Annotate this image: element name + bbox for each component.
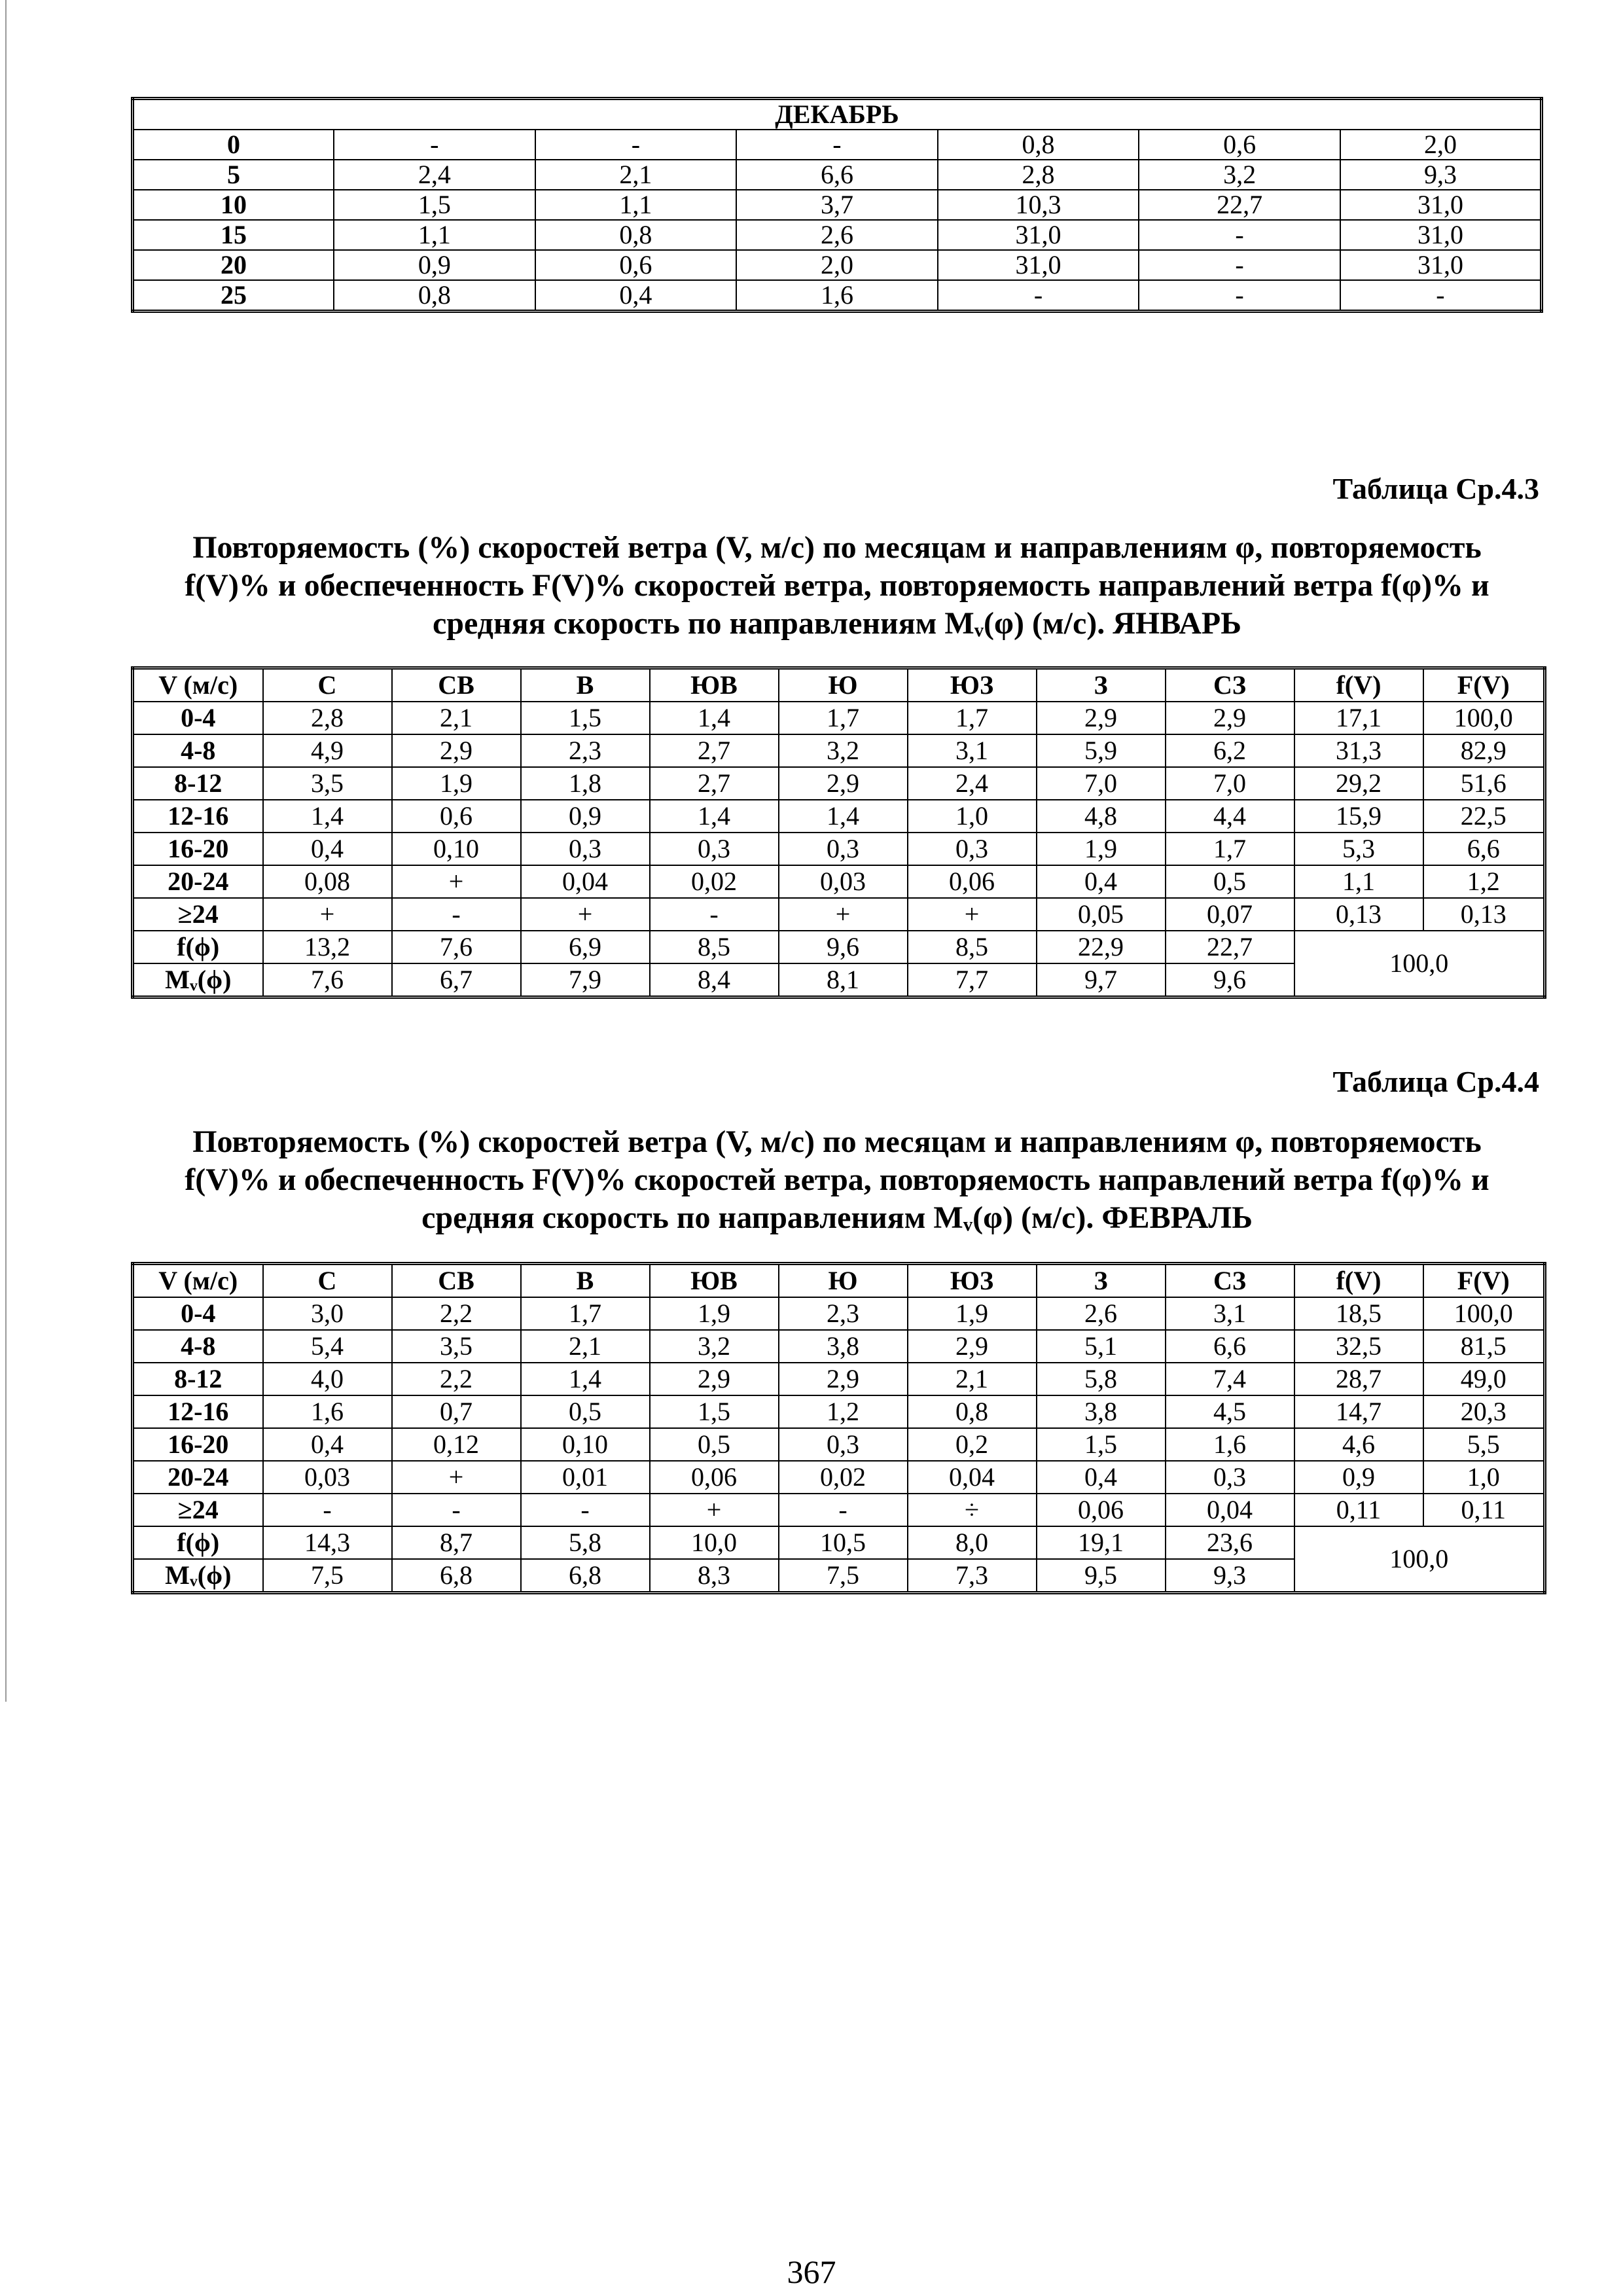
- table-row: [133, 1494, 1545, 1526]
- table-cell: 0,07: [1166, 898, 1294, 931]
- column-header: С: [263, 668, 392, 702]
- table-cell: 6,6: [1166, 1330, 1294, 1363]
- table-row: [133, 800, 1545, 833]
- table-cell: 14,7: [1294, 1395, 1423, 1428]
- table-cell: 9,3: [1340, 160, 1542, 190]
- table-cell: -: [334, 130, 535, 160]
- table-row: [133, 1297, 1545, 1330]
- table-cell: 2,4: [908, 767, 1037, 800]
- table-cell: -: [650, 898, 779, 931]
- table-row: [133, 220, 1542, 250]
- table-cell: 0,9: [334, 250, 535, 280]
- table-cell: 2,8: [938, 160, 1139, 190]
- column-header: З: [1037, 668, 1166, 702]
- column-header: СВ: [392, 668, 521, 702]
- row-label: Mᵥ(ϕ): [133, 1559, 263, 1593]
- table-cell: 5,8: [521, 1526, 650, 1559]
- table-cell: 3,8: [779, 1330, 908, 1363]
- table-cell: 2,6: [736, 220, 938, 250]
- table-cell: 8,5: [908, 931, 1037, 963]
- table-cell: 2,9: [392, 734, 521, 767]
- table-cell: 0,11: [1294, 1494, 1423, 1526]
- table-cell: 10,5: [779, 1526, 908, 1559]
- column-header: ЮЗ: [908, 668, 1037, 702]
- table-4-label: Таблица Ср.4.4: [1332, 1065, 1539, 1098]
- table-cell: 8,4: [650, 963, 779, 997]
- table-cell: 7,6: [392, 931, 521, 963]
- table-cell: -: [1139, 220, 1340, 250]
- table-cell: 0,04: [1166, 1494, 1294, 1526]
- table-cell: 9,6: [779, 931, 908, 963]
- table-cell: 0,2: [908, 1428, 1037, 1461]
- table-cell: 0,4: [1037, 1461, 1166, 1494]
- table-cell: 1,8: [521, 767, 650, 800]
- table-cell: 2,0: [1340, 130, 1542, 160]
- table-cell: 8,5: [650, 931, 779, 963]
- december-title-row: [133, 99, 1542, 130]
- table-cell: 3,2: [650, 1330, 779, 1363]
- row-label: 0: [133, 130, 334, 160]
- row-label: 12-16: [133, 1395, 263, 1428]
- table-cell: -: [535, 130, 737, 160]
- table-cell: 5,4: [263, 1330, 392, 1363]
- table-cell: 1,2: [1423, 865, 1545, 898]
- table-cell: 0,3: [521, 833, 650, 865]
- table-cell: 3,7: [736, 190, 938, 220]
- table-cell: 0,7: [392, 1395, 521, 1428]
- table-cell: 0,06: [908, 865, 1037, 898]
- table-cell: 2,6: [1037, 1297, 1166, 1330]
- page-number: 367: [787, 2253, 836, 2290]
- table-cell: 1,4: [650, 800, 779, 833]
- table-cell: 7,7: [908, 963, 1037, 997]
- table-cell: 0,3: [779, 833, 908, 865]
- row-label: 0-4: [133, 1297, 263, 1330]
- direction-frequency-row: [133, 1526, 1545, 1559]
- table-cell: 28,7: [1294, 1363, 1423, 1395]
- table-cell: 22,9: [1037, 931, 1166, 963]
- table-cell: 2,1: [392, 702, 521, 734]
- table-cell: 4,4: [1166, 800, 1294, 833]
- column-header: V (м/с): [133, 1264, 263, 1298]
- table-cell: +: [908, 898, 1037, 931]
- table-cell: 0,04: [908, 1461, 1037, 1494]
- table-row: [133, 734, 1545, 767]
- table-cell: 2,9: [650, 1363, 779, 1395]
- table-cell: -: [1139, 280, 1340, 312]
- table-cell: 1,4: [263, 800, 392, 833]
- table-row: [133, 1395, 1545, 1428]
- column-header: F(V): [1423, 668, 1545, 702]
- table-cell: 31,0: [938, 220, 1139, 250]
- table-cell: 2,2: [392, 1363, 521, 1395]
- table-cell: 9,7: [1037, 963, 1166, 997]
- header-row: [133, 668, 1545, 702]
- table-cell: 2,9: [908, 1330, 1037, 1363]
- table-row: [133, 160, 1542, 190]
- table-row: [133, 833, 1545, 865]
- row-label: 5: [133, 160, 334, 190]
- table-cell: 1,0: [908, 800, 1037, 833]
- table-cell: 0,10: [392, 833, 521, 865]
- table-cell: 4,8: [1037, 800, 1166, 833]
- table-row: [133, 767, 1545, 800]
- table-cell: 2,8: [263, 702, 392, 734]
- table-cell: 1,6: [736, 280, 938, 312]
- table-cell: 3,5: [263, 767, 392, 800]
- table-cell: 0,5: [650, 1428, 779, 1461]
- caption-line: Повторяемость (%) скоростей ветра (V, м/с) по месяцам и направлениям φ, повторяемость: [192, 1124, 1482, 1159]
- table-cell: 1,2: [779, 1395, 908, 1428]
- table-cell: 0,3: [1166, 1461, 1294, 1494]
- table-cell: 0,13: [1423, 898, 1545, 931]
- table-row: [133, 1461, 1545, 1494]
- table-cell: 1,1: [1294, 865, 1423, 898]
- table-cell: 22,7: [1166, 931, 1294, 963]
- table-cell: 31,0: [1340, 220, 1542, 250]
- table-cell: 100,0: [1423, 1297, 1545, 1330]
- row-label: 0-4: [133, 702, 263, 734]
- table-cell: 22,7: [1139, 190, 1340, 220]
- table-cell: 10,0: [650, 1526, 779, 1559]
- row-label: f(ϕ): [133, 931, 263, 963]
- table-cell: +: [650, 1494, 779, 1526]
- table-row: [133, 1363, 1545, 1395]
- table-row: [133, 1330, 1545, 1363]
- table-cell: +: [779, 898, 908, 931]
- table-cell: 0,04: [521, 865, 650, 898]
- table-cell: +: [521, 898, 650, 931]
- table-cell: 13,2: [263, 931, 392, 963]
- table-cell: 2,9: [1037, 702, 1166, 734]
- total-cell: 100,0: [1294, 931, 1545, 997]
- table-cell: 1,0: [1423, 1461, 1545, 1494]
- table-cell: 0,3: [779, 1428, 908, 1461]
- table-cell: 0,9: [521, 800, 650, 833]
- table-cell: 7,9: [521, 963, 650, 997]
- caption-line: Повторяемость (%) скоростей ветра (V, м/с) по месяцам и направлениям φ, повторяемость: [192, 530, 1482, 565]
- column-header: V (м/с): [133, 668, 263, 702]
- table-cell: 4,0: [263, 1363, 392, 1395]
- table-cell: 1,7: [521, 1297, 650, 1330]
- table-cell: 1,7: [908, 702, 1037, 734]
- table-cell: 8,3: [650, 1559, 779, 1593]
- table-cell: 9,3: [1166, 1559, 1294, 1593]
- table-cell: 2,0: [736, 250, 938, 280]
- table-cell: 4,6: [1294, 1428, 1423, 1461]
- table-cell: 0,3: [650, 833, 779, 865]
- table-cell: 2,7: [650, 734, 779, 767]
- table-cell: -: [1340, 280, 1542, 312]
- table-cell: 18,5: [1294, 1297, 1423, 1330]
- table-cell: 5,9: [1037, 734, 1166, 767]
- table-cell: 14,3: [263, 1526, 392, 1559]
- table-cell: 7,5: [779, 1559, 908, 1593]
- table-cell: 5,8: [1037, 1363, 1166, 1395]
- january-table: [131, 666, 1546, 999]
- table-cell: 3,2: [779, 734, 908, 767]
- table-cell: 0,6: [1139, 130, 1340, 160]
- table-cell: 6,9: [521, 931, 650, 963]
- column-header: Ю: [779, 668, 908, 702]
- table-cell: 0,06: [650, 1461, 779, 1494]
- row-label: ≥24: [133, 1494, 263, 1526]
- table-cell: 31,0: [1340, 250, 1542, 280]
- table-cell: 31,3: [1294, 734, 1423, 767]
- table-cell: +: [392, 1461, 521, 1494]
- column-header: ЮЗ: [908, 1264, 1037, 1298]
- table-cell: +: [263, 898, 392, 931]
- december-title: ДЕКАБРЬ: [133, 99, 1542, 130]
- table-cell: 0,4: [535, 280, 737, 312]
- table-cell: 0,08: [263, 865, 392, 898]
- row-label: 8-12: [133, 767, 263, 800]
- table-cell: -: [392, 1494, 521, 1526]
- table-cell: 7,0: [1037, 767, 1166, 800]
- table-cell: 2,9: [1166, 702, 1294, 734]
- february-table: [131, 1262, 1546, 1594]
- column-header: f(V): [1294, 668, 1423, 702]
- table-cell: 0,9: [1294, 1461, 1423, 1494]
- table-cell: 0,4: [1037, 865, 1166, 898]
- table-cell: 0,12: [392, 1428, 521, 1461]
- table-cell: 1,1: [334, 220, 535, 250]
- table-cell: 1,6: [1166, 1428, 1294, 1461]
- table-cell: 0,10: [521, 1428, 650, 1461]
- table-cell: 1,6: [263, 1395, 392, 1428]
- row-label: 20: [133, 250, 334, 280]
- table-cell: 0,02: [779, 1461, 908, 1494]
- column-header: С: [263, 1264, 392, 1298]
- table-cell: 7,3: [908, 1559, 1037, 1593]
- table-cell: 20,3: [1423, 1395, 1545, 1428]
- table-3-caption: [131, 529, 1543, 643]
- table-cell: 2,3: [779, 1297, 908, 1330]
- table-cell: -: [779, 1494, 908, 1526]
- table-cell: 1,7: [1166, 833, 1294, 865]
- table-3-label: Таблица Ср.4.3: [1332, 472, 1539, 505]
- table-cell: 15,9: [1294, 800, 1423, 833]
- column-header: В: [521, 668, 650, 702]
- row-label: 16-20: [133, 833, 263, 865]
- row-label: 4-8: [133, 734, 263, 767]
- table-row: [133, 130, 1542, 160]
- table-cell: 9,5: [1037, 1559, 1166, 1593]
- table-cell: 10,3: [938, 190, 1139, 220]
- header-row: [133, 1264, 1545, 1298]
- table-cell: 51,6: [1423, 767, 1545, 800]
- table-cell: 1,5: [650, 1395, 779, 1428]
- row-label: 20-24: [133, 865, 263, 898]
- table-cell: 0,8: [535, 220, 737, 250]
- column-header: СЗ: [1166, 668, 1294, 702]
- column-header: ЮВ: [650, 1264, 779, 1298]
- table-cell: 6,7: [392, 963, 521, 997]
- table-cell: 8,1: [779, 963, 908, 997]
- column-header: f(V): [1294, 1264, 1423, 1298]
- table-cell: 3,2: [1139, 160, 1340, 190]
- table-cell: 3,0: [263, 1297, 392, 1330]
- column-header: ЮВ: [650, 668, 779, 702]
- table-cell: 8,0: [908, 1526, 1037, 1559]
- table-cell: 0,8: [938, 130, 1139, 160]
- table-cell: 0,11: [1423, 1494, 1545, 1526]
- row-label: 15: [133, 220, 334, 250]
- table-cell: 7,6: [263, 963, 392, 997]
- table-cell: 6,8: [521, 1559, 650, 1593]
- table-cell: 0,05: [1037, 898, 1166, 931]
- table-cell: 7,4: [1166, 1363, 1294, 1395]
- table-cell: 0,8: [334, 280, 535, 312]
- table-cell: -: [263, 1494, 392, 1526]
- row-label: 20-24: [133, 1461, 263, 1494]
- table-cell: 1,4: [521, 1363, 650, 1395]
- table-cell: 0,06: [1037, 1494, 1166, 1526]
- table-cell: 31,0: [938, 250, 1139, 280]
- table-cell: 2,3: [521, 734, 650, 767]
- table-cell: 0,03: [779, 865, 908, 898]
- table-cell: 1,5: [1037, 1428, 1166, 1461]
- table-cell: 2,1: [535, 160, 737, 190]
- table-row: [133, 190, 1542, 220]
- row-label: 8-12: [133, 1363, 263, 1395]
- column-header: З: [1037, 1264, 1166, 1298]
- row-label: 4-8: [133, 1330, 263, 1363]
- direction-frequency-row: [133, 931, 1545, 963]
- table-cell: 0,8: [908, 1395, 1037, 1428]
- table-cell: 1,5: [334, 190, 535, 220]
- table-cell: 2,1: [908, 1363, 1037, 1395]
- table-cell: 1,9: [650, 1297, 779, 1330]
- table-cell: 22,5: [1423, 800, 1545, 833]
- table-cell: 0,5: [521, 1395, 650, 1428]
- table-cell: 3,1: [908, 734, 1037, 767]
- table-cell: 0,01: [521, 1461, 650, 1494]
- table-cell: -: [938, 280, 1139, 312]
- row-label: f(ϕ): [133, 1526, 263, 1559]
- table-4-caption: [131, 1123, 1543, 1237]
- table-cell: 6,2: [1166, 734, 1294, 767]
- table-cell: 1,9: [392, 767, 521, 800]
- table-cell: 0,02: [650, 865, 779, 898]
- row-label: ≥24: [133, 898, 263, 931]
- caption-line: f(V)% и обеспеченность F(V)% скоростей ветра, повторяемость направлений ветра f(φ)% и: [185, 1162, 1489, 1197]
- table-cell: 0,4: [263, 833, 392, 865]
- table-cell: 0,6: [535, 250, 737, 280]
- row-label: Mᵥ(ϕ): [133, 963, 263, 997]
- table-cell: 5,5: [1423, 1428, 1545, 1461]
- table-row: [133, 702, 1545, 734]
- total-cell: 100,0: [1294, 1526, 1545, 1593]
- caption-line: f(V)% и обеспеченность F(V)% скоростей ветра, повторяемость направлений ветра f(φ)% и: [185, 568, 1489, 603]
- table-cell: ÷: [908, 1494, 1037, 1526]
- table-cell: 1,4: [650, 702, 779, 734]
- row-label: 25: [133, 280, 334, 312]
- column-header: В: [521, 1264, 650, 1298]
- table-cell: 0,13: [1294, 898, 1423, 931]
- table-cell: 5,1: [1037, 1330, 1166, 1363]
- table-cell: 4,5: [1166, 1395, 1294, 1428]
- table-cell: 1,7: [779, 702, 908, 734]
- table-cell: 6,6: [1423, 833, 1545, 865]
- table-cell: 3,8: [1037, 1395, 1166, 1428]
- table-cell: 1,1: [535, 190, 737, 220]
- table-cell: 2,4: [334, 160, 535, 190]
- column-header: F(V): [1423, 1264, 1545, 1298]
- table-row: [133, 898, 1545, 931]
- table-row: [133, 865, 1545, 898]
- table-cell: 1,9: [1037, 833, 1166, 865]
- table-cell: 3,1: [1166, 1297, 1294, 1330]
- table-cell: 1,4: [779, 800, 908, 833]
- column-header: СЗ: [1166, 1264, 1294, 1298]
- table-cell: 4,9: [263, 734, 392, 767]
- table-cell: 0,3: [908, 833, 1037, 865]
- december-table: [131, 97, 1543, 313]
- table-cell: 19,1: [1037, 1526, 1166, 1559]
- table-cell: 100,0: [1423, 702, 1545, 734]
- table-cell: 7,0: [1166, 767, 1294, 800]
- table-row: [133, 280, 1542, 312]
- row-label: 10: [133, 190, 334, 220]
- table-cell: 32,5: [1294, 1330, 1423, 1363]
- caption-line: средняя скорость по направлениям Mᵥ(φ) (м/с). ЯНВАРЬ: [433, 606, 1241, 641]
- column-header: Ю: [779, 1264, 908, 1298]
- table-cell: 6,6: [736, 160, 938, 190]
- table-cell: 8,7: [392, 1526, 521, 1559]
- table-cell: 9,6: [1166, 963, 1294, 997]
- table-cell: 7,5: [263, 1559, 392, 1593]
- table-cell: -: [1139, 250, 1340, 280]
- table-cell: 49,0: [1423, 1363, 1545, 1395]
- row-label: 16-20: [133, 1428, 263, 1461]
- scan-edge-line: [5, 0, 7, 1702]
- table-cell: 5,3: [1294, 833, 1423, 865]
- table-cell: 2,9: [779, 1363, 908, 1395]
- table-cell: 82,9: [1423, 734, 1545, 767]
- table-cell: 0,03: [263, 1461, 392, 1494]
- table-cell: 3,5: [392, 1330, 521, 1363]
- table-cell: 29,2: [1294, 767, 1423, 800]
- table-cell: +: [392, 865, 521, 898]
- table-cell: -: [736, 130, 938, 160]
- table-cell: 1,9: [908, 1297, 1037, 1330]
- table-cell: 17,1: [1294, 702, 1423, 734]
- row-label: 12-16: [133, 800, 263, 833]
- column-header: СВ: [392, 1264, 521, 1298]
- table-cell: 2,2: [392, 1297, 521, 1330]
- table-row: [133, 250, 1542, 280]
- table-cell: 0,4: [263, 1428, 392, 1461]
- table-cell: 6,8: [392, 1559, 521, 1593]
- table-cell: 1,5: [521, 702, 650, 734]
- caption-line: средняя скорость по направлениям Mᵥ(φ) (м/с). ФЕВРАЛЬ: [421, 1200, 1253, 1235]
- table-cell: -: [521, 1494, 650, 1526]
- table-cell: 2,7: [650, 767, 779, 800]
- table-cell: 23,6: [1166, 1526, 1294, 1559]
- table-cell: -: [392, 898, 521, 931]
- table-cell: 2,9: [779, 767, 908, 800]
- table-cell: 2,1: [521, 1330, 650, 1363]
- table-row: [133, 1428, 1545, 1461]
- table-cell: 81,5: [1423, 1330, 1545, 1363]
- table-cell: 31,0: [1340, 190, 1542, 220]
- table-cell: 0,5: [1166, 865, 1294, 898]
- table-cell: 0,6: [392, 800, 521, 833]
